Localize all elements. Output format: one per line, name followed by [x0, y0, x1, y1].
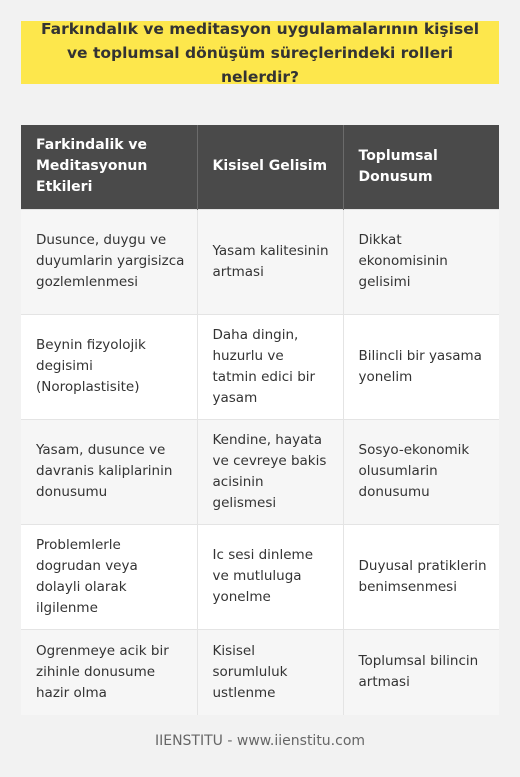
table-cell: Kendine, hayata ve cevreye bakis acisinin gelismesi: [197, 419, 343, 524]
table-cell: Daha dingin, huzurlu ve tatmin edici bir yasam: [197, 314, 343, 419]
column-header-effects: Farkindalik ve Meditasyonun Etkileri: [21, 125, 197, 209]
table-cell: Yasam, dusunce ve davranis kaliplarinin donusumu: [21, 419, 197, 524]
title-banner: [21, 21, 499, 84]
table-row: [21, 629, 499, 715]
table-cell: Dikkat ekonomisinin gelisimi: [358, 232, 448, 290]
table-cell: Dusunce, duygu ve duyumlarin yargisizca gozlemlenmesi: [21, 209, 197, 314]
table-header-row: [21, 125, 499, 209]
table-cell: Duyusal pratiklerin benimsenmesi: [358, 557, 487, 595]
table-cell: Bilincli bir yasama yonelim: [358, 347, 482, 385]
table-row: [21, 209, 499, 314]
table-cell: Toplumsal bilincin artmasi: [358, 653, 479, 691]
table-row: [21, 419, 499, 524]
table-cell: Yasam kalitesinin artmasi: [197, 209, 343, 314]
table-cell: Problemlerle dogrudan veya dolayli olarak ilgilenme: [21, 524, 197, 629]
table-cell: Ic sesi dinleme ve mutluluga yonelme: [197, 524, 343, 629]
column-header-personal: Kisisel Gelisim: [197, 125, 343, 209]
comparison-table: [21, 125, 499, 715]
page-title: Farkındalık ve meditasyon uygulamalarının kişisel ve toplumsal dönüşüm süreçlerindeki rolleri nelerdir?: [40, 19, 480, 86]
table-cell: Kisisel sorumluluk ustlenme: [197, 629, 343, 715]
table-cell: Beynin fizyolojik degisimi (Noroplastisite): [21, 314, 197, 419]
table-row: [21, 314, 499, 419]
table-cell: Ogrenmeye acik bir zihinle donusume hazir olma: [21, 629, 197, 715]
table-cell: Sosyo-ekonomik olusumlarin donusumu: [358, 442, 470, 500]
footer-credit: IIENSTITU - www.iienstitu.com: [154, 733, 366, 749]
column-header-social: Toplumsal Donusum: [358, 147, 438, 185]
table-row: [21, 524, 499, 629]
